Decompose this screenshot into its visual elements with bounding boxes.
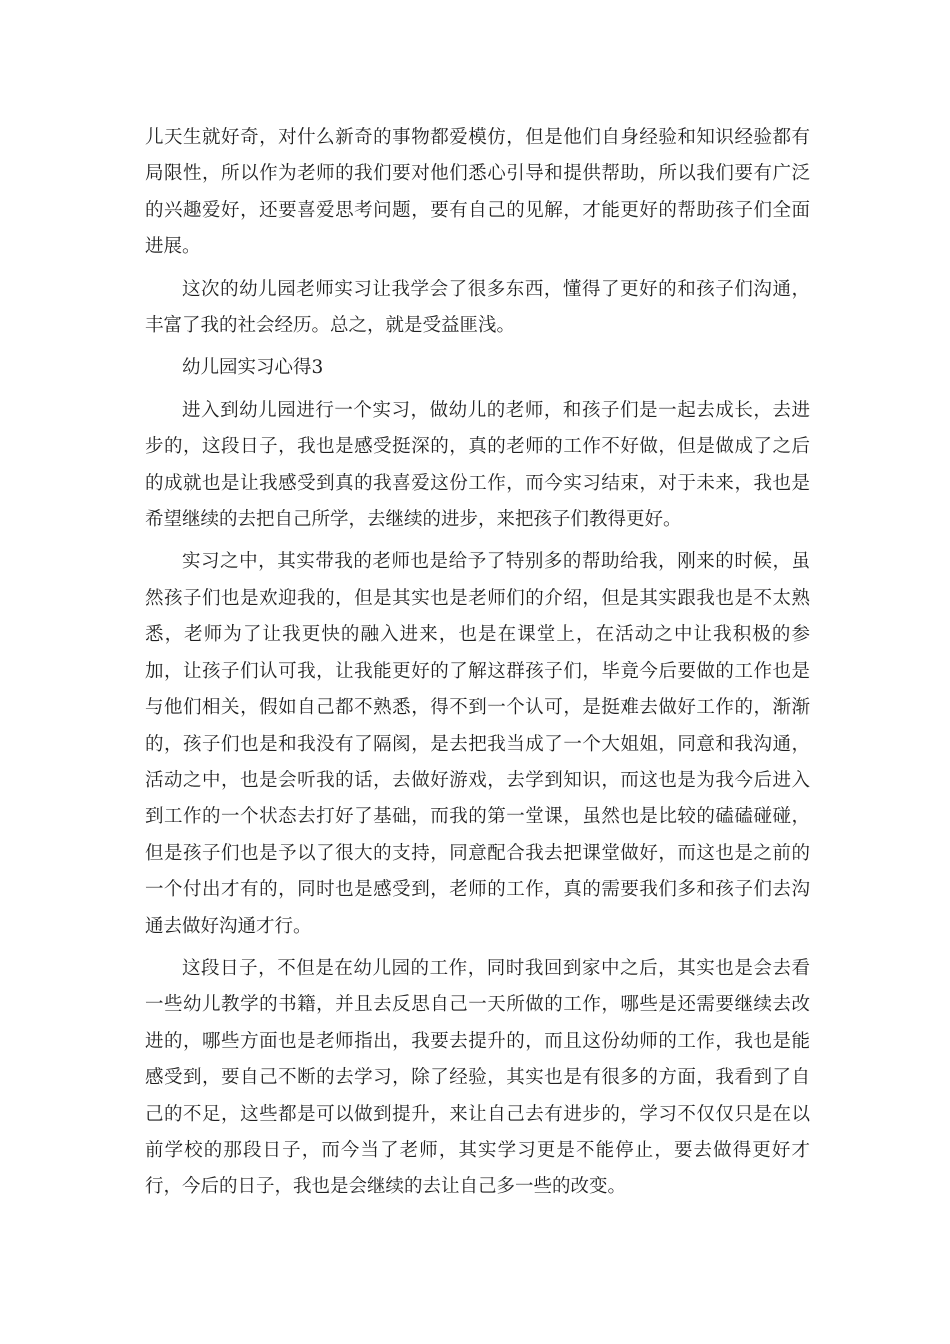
paragraph: 这次的幼儿园老师实习让我学会了很多东西，懂得了更好的和孩子们沟通，丰富了我的社会经历。总之，就是受益匪浅。 bbox=[145, 278, 810, 337]
section-heading: 幼儿园实习心得3 bbox=[182, 357, 324, 379]
document-body bbox=[145, 120, 810, 1206]
paragraph: 这段日子，不但是在幼儿园的工作，同时我回到家中之后，其实也是会去看一些幼儿教学的书籍，并且去反思自己一天所做的工作，哪些是还需要继续去改进的，哪些方面也是老师指出，我要去提升的，而且这份幼师的工作，我也是能感受到，要自己不断的去学习，除了经验，其实也是有很多的方面，我看到了自己的不足，这些都是可以做到提升，来让自己去有进步的，学习不仅仅只是在以前学校的那段日子，而今当了老师，其实学习更是不能停止，要去做得更好才行，今后的日子，我也是会继续的去让自己多一些的改变。 bbox=[145, 957, 810, 1198]
paragraph: 实习之中，其实带我的老师也是给予了特别多的帮助给我，刚来的时候，虽然孩子们也是欢迎我的，但是其实也是老师们的介绍，但是其实跟我也是不太熟悉，老师为了让我更快的融入进来，也是在课堂上，在活动之中让我积极的参加，让孩子们认可我，让我能更好的了解这群孩子们，毕竟今后要做的工作也是与他们相关，假如自己都不熟悉，得不到一个认可，是挺难去做好工作的，渐渐的，孩子们也是和我没有了隔阂，是去把我当成了一个大姐姐，同意和我沟通，活动之中，也是会听我的话，去做好游戏，去学到知识，而这也是为我今后进入到工作的一个状态去打好了基础，而我的第一堂课，虽然也是比较的磕磕碰碰，但是孩子们也是予以了很大的支持，同意配合我去把课堂做好，而这也是之前的一个付出才有的，同时也是感受到，老师的工作，真的需要我们多和孩子们去沟通去做好沟通才行。 bbox=[145, 551, 810, 937]
paragraph: 进入到幼儿园进行一个实习，做幼儿的老师，和孩子们是一起去成长，去进步的，这段日子，我也是感受挺深的，真的老师的工作不好做，但是做成了之后的成就也是让我感受到真的我喜爱这份工作，而今实习结束，对于未来，我也是希望继续的去把自己所学，去继续的进步，来把孩子们教得更好。 bbox=[145, 399, 810, 531]
paragraph-continued: 儿天生就好奇，对什么新奇的事物都爱模仿，但是他们自身经验和知识经验都有局限性，所以作为老师的我们要对他们悉心引导和提供帮助，所以我们要有广泛的兴趣爱好，还要喜爱思考问题，要有自己的见解，才能更好的帮助孩子们全面进展。 bbox=[145, 127, 810, 258]
